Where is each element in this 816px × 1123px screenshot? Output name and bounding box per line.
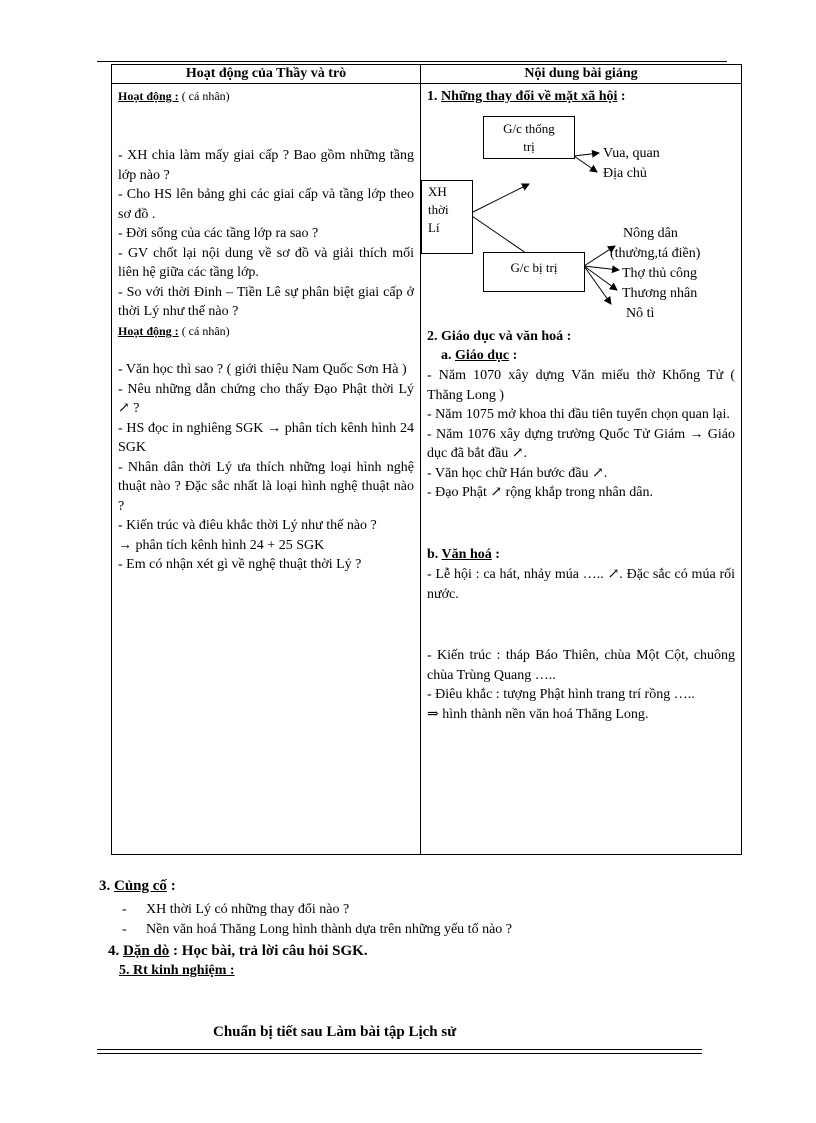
question: - XH chia làm mấy giai cấp ? Bao gồm những tầng lớp nào ? [118,148,414,183]
question: - Em có nhận xét gì về nghệ thuật thời Lý ? [118,557,362,572]
section-1-heading: 1. Những thay đổi về mặt xã hội : [427,89,626,104]
education-item: - Năm 1075 mở khoa thi đầu tiên tuyển chọn quan lại. [427,407,730,422]
education-item: - Năm 1070 xây dựng Văn miếu thờ Khổng Tử ( Thăng Long ) [427,368,735,403]
question: - GV chốt lại nội dung về sơ đồ và giải thích mối liên hệ giữa các tầng lớp. [118,245,414,280]
social-class-diagram [421,106,739,321]
arrow-to-ruling [469,184,529,214]
left-column [112,84,421,855]
section-5-heading: 5. Rt kinh nghiệm : [119,963,235,978]
question: - Đời sống của các tầng lớp ra sao ? [118,226,319,241]
culture-item: - Điêu khắc : tượng Phật hình trang trí rồng ….. [427,687,695,702]
culture-item: ⇒ hình thành nền văn hoá Thăng Long. [427,706,649,722]
education-item: - Năm 1076 xây dựng trường Quốc Tử Giám → Giáo dục đã bắt đầu ↗. [427,426,735,461]
society-box: XH thời Lí [421,180,473,254]
section-2a-heading: a. Giáo dục : [441,348,518,363]
section-4-homework: 4. Dặn dò : Học bài, trả lời câu hỏi SGK. [108,943,368,959]
next-lesson-note: Chuẩn bị tiết sau Làm bài tập Lịch sử [213,1024,457,1040]
label-peasant-types: (thường,tá điền) [610,246,701,261]
header-teacher-student: Hoạt động của Thầy và trò [112,65,421,84]
bottom-rule [97,1053,702,1054]
label-landlords: Địa chủ [603,166,647,181]
top-rule [97,61,727,62]
arrow-to-slaves [584,266,611,304]
label-king-officials: Vua, quan [603,146,660,161]
question: → phân tích kênh hình 24 + 25 SGK [118,537,325,553]
lesson-table [111,64,742,855]
question: - So với thời Đinh – Tiền Lê sự phân biệt giai cấp ở thời Lý như thế nào ? [118,284,414,319]
bottom-rule [97,1049,702,1050]
right-column [421,84,742,855]
section-2-heading: 2. Giáo dục và văn hoá : [427,329,572,344]
ruled-class-box: G/c bị trị [483,252,585,292]
question: - HS đọc in nghiêng SGK → phân tích kênh hình 24 SGK [118,420,414,455]
activity-2-questions [118,360,414,575]
label-artisans: Thợ thủ công [622,266,698,281]
label-slaves: Nô tì [626,306,655,321]
culture-item-festival: - Lễ hội : ca hát, nhảy múa ….. ↗. Đặc sắc có múa rối nước. [427,567,735,602]
activity-2-heading: Hoạt động : ( cá nhân) [118,324,230,338]
question: - Kiến trúc và điêu khắc thời Lý như thế nào ? [118,518,377,533]
activity-1-questions [118,146,414,322]
ruling-class-box: G/c thống trị [483,116,575,159]
header-lesson-content: Nội dung bài giảng [421,65,742,84]
arrow-to-landlord [574,156,597,172]
section-2b-heading: b. Văn hoá : [427,547,500,562]
education-item: - Văn học chữ Hán bước đầu ↗. [427,465,608,481]
review-question: - XH thời Lý có những thay đổi nào ? [122,902,350,917]
culture-item: - Kiến trúc : tháp Báo Thiên, chùa Một Cột, chuông chùa Trùng Quang ….. [427,648,735,683]
question: - Nhân dân thời Lý ưa thích những loại hình nghệ thuật nào ? Đặc sắc nhất là loại hình nghệ thuật nào ? [118,459,414,514]
arrow-to-king [574,153,599,156]
education-item: - Đạo Phật ↗ rộng khắp trong nhân dân. [427,485,653,500]
label-peasants: Nông dân [623,226,678,241]
question: - Văn học thì sao ? ( giới thiệu Nam Quốc Sơn Hà ) [118,362,407,377]
question: - Cho HS lên bảng ghi các giai cấp và tầng lớp theo sơ đồ . [118,187,414,222]
activity-1-heading: Hoạt động : ( cá nhân) [118,89,230,103]
education-list [427,366,735,503]
culture-list [427,646,735,724]
question: - Nêu những dẫn chứng cho thấy Đạo Phật thời Lý ↗ ? [118,381,414,416]
section-3-heading: 3. Củng cố : [99,878,176,894]
review-question: - Nền văn hoá Thăng Long hình thành dựa trên những yếu tố nào ? [122,922,512,937]
label-merchants: Thương nhân [622,286,698,301]
